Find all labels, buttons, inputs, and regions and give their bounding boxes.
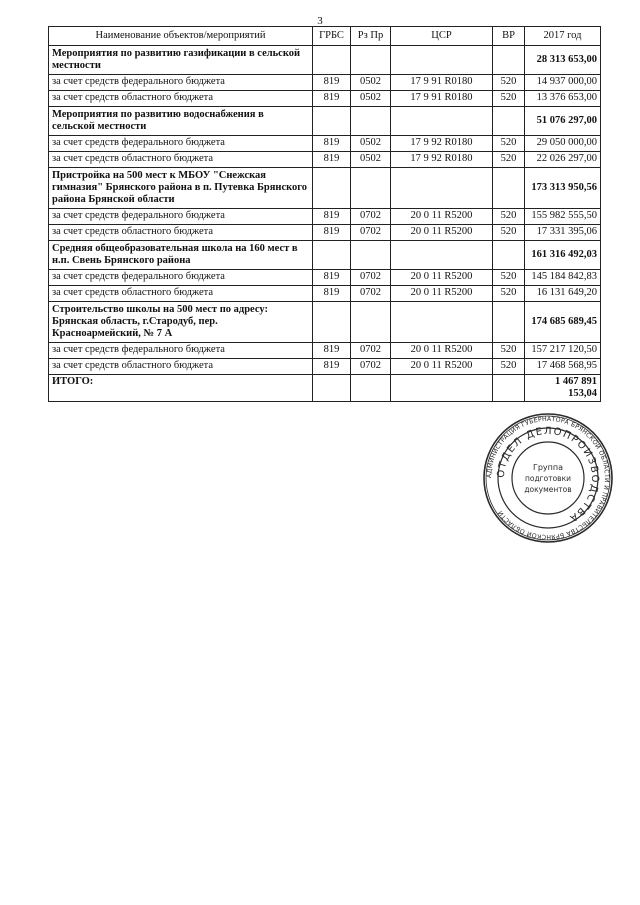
table-row [49,152,601,168]
row-grbs: 819 [313,136,351,152]
group-title: Мероприятия по развитию водоснабжения в сельской местности [49,107,313,136]
total-amount: 1 467 891 153,04 [525,375,601,402]
row-vr: 520 [493,270,525,286]
row-vr: 520 [493,75,525,91]
row-amount: 29 050 000,00 [525,136,601,152]
total-row [49,375,601,402]
page-number: 3 [317,15,323,27]
row-csr: 20 0 11 R5200 [391,359,493,375]
row-rzpr: 0502 [351,136,391,152]
group-amount: 28 313 653,00 [525,46,601,75]
row-rzpr: 0702 [351,286,391,302]
column-header-grbs: ГРБС [313,27,351,46]
row-name: за счет средств областного бюджета [49,225,313,241]
row-grbs: 819 [313,359,351,375]
row-csr: 20 0 11 R5200 [391,286,493,302]
row-csr: 20 0 11 R5200 [391,270,493,286]
row-amount: 17 331 395,06 [525,225,601,241]
row-vr: 520 [493,286,525,302]
row-grbs: 819 [313,91,351,107]
table-row [49,270,601,286]
row-vr: 520 [493,152,525,168]
row-rzpr: 0502 [351,152,391,168]
row-amount: 22 026 297,00 [525,152,601,168]
group-amount: 161 316 492,03 [525,241,601,270]
row-grbs: 819 [313,75,351,91]
row-name: за счет средств областного бюджета [49,152,313,168]
row-rzpr: 0702 [351,359,391,375]
stamp-middle-text: ОТДЕЛ ДЕЛОПРОИЗВОДСТВА [495,425,601,525]
column-header-year: 2017 год [525,27,601,46]
table-row [49,359,601,375]
row-amount: 157 217 120,50 [525,343,601,359]
row-csr: 17 9 92 R0180 [391,152,493,168]
row-vr: 520 [493,225,525,241]
row-rzpr: 0702 [351,209,391,225]
row-amount: 17 468 568,95 [525,359,601,375]
budget-table [48,26,601,402]
row-csr: 17 9 91 R0180 [391,75,493,91]
row-vr: 520 [493,343,525,359]
row-name: за счет средств областного бюджета [49,359,313,375]
row-csr: 20 0 11 R5200 [391,209,493,225]
row-vr: 520 [493,209,525,225]
row-amount: 145 184 842,83 [525,270,601,286]
stamp-center-line-2: подготовки [525,474,571,483]
column-header-vr: ВР [493,27,525,46]
row-name: за счет средств федерального бюджета [49,270,313,286]
row-vr: 520 [493,91,525,107]
row-grbs: 819 [313,286,351,302]
row-csr: 17 9 91 R0180 [391,91,493,107]
table-row [49,209,601,225]
column-header-csr: ЦСР [391,27,493,46]
stamp-center-line-1: Группа [532,463,564,472]
table-row [49,91,601,107]
row-csr: 20 0 11 R5200 [391,225,493,241]
group-header-row [49,46,601,75]
group-amount: 51 076 297,00 [525,107,601,136]
row-rzpr: 0502 [351,91,391,107]
row-grbs: 819 [313,209,351,225]
table-header-row [49,27,601,46]
table-row [49,75,601,91]
group-title: Строительство школы на 500 мест по адресу: Брянская область, г.Стародуб, пер. Красноармейский, № 7 А [49,302,313,343]
row-name: за счет средств областного бюджета [49,91,313,107]
row-name: за счет средств федерального бюджета [49,75,313,91]
group-title: Мероприятия по развитию газификации в сельской местности [49,46,313,75]
column-header-rzpr: Рз Пр [351,27,391,46]
row-rzpr: 0702 [351,225,391,241]
group-header-row [49,241,601,270]
row-amount: 14 937 000,00 [525,75,601,91]
row-amount: 16 131 649,20 [525,286,601,302]
group-header-row [49,302,601,343]
row-amount: 13 376 653,00 [525,91,601,107]
stamp-center-line-3: документов [524,485,572,494]
row-rzpr: 0702 [351,343,391,359]
row-grbs: 819 [313,225,351,241]
row-name: за счет средств федерального бюджета [49,136,313,152]
row-csr: 17 9 92 R0180 [391,136,493,152]
stamp-outer-text: АДМИНИСТРАЦИЯ ГУБЕРНАТОРА БРЯНСКОЙ ОБЛАСТИ И ПРАВИТЕЛЬСТВА БРЯНСКОЙ ОБЛАСТИ [485,415,611,541]
column-header-name: Наименование объектов/мероприятий [49,27,313,46]
group-amount: 174 685 689,45 [525,302,601,343]
row-name: за счет средств областного бюджета [49,286,313,302]
row-grbs: 819 [313,270,351,286]
row-name: за счет средств федерального бюджета [49,343,313,359]
row-rzpr: 0702 [351,270,391,286]
row-grbs: 819 [313,152,351,168]
row-csr: 20 0 11 R5200 [391,343,493,359]
table-row [49,225,601,241]
row-grbs: 819 [313,343,351,359]
group-title: Пристройка на 500 мест к МБОУ "Снежская гимназия" Брянского района в п. Путевка Брянского района Брянской области [49,168,313,209]
group-title: Средняя общеобразовательная школа на 160 мест в н.п. Свень Брянского района [49,241,313,270]
table-row [49,286,601,302]
group-header-row [49,107,601,136]
row-rzpr: 0502 [351,75,391,91]
total-label: ИТОГО: [49,375,313,402]
office-stamp [482,412,614,544]
group-amount: 173 313 950,56 [525,168,601,209]
table-row [49,136,601,152]
row-amount: 155 982 555,50 [525,209,601,225]
group-header-row [49,168,601,209]
row-vr: 520 [493,359,525,375]
row-name: за счет средств федерального бюджета [49,209,313,225]
row-vr: 520 [493,136,525,152]
table-row [49,343,601,359]
